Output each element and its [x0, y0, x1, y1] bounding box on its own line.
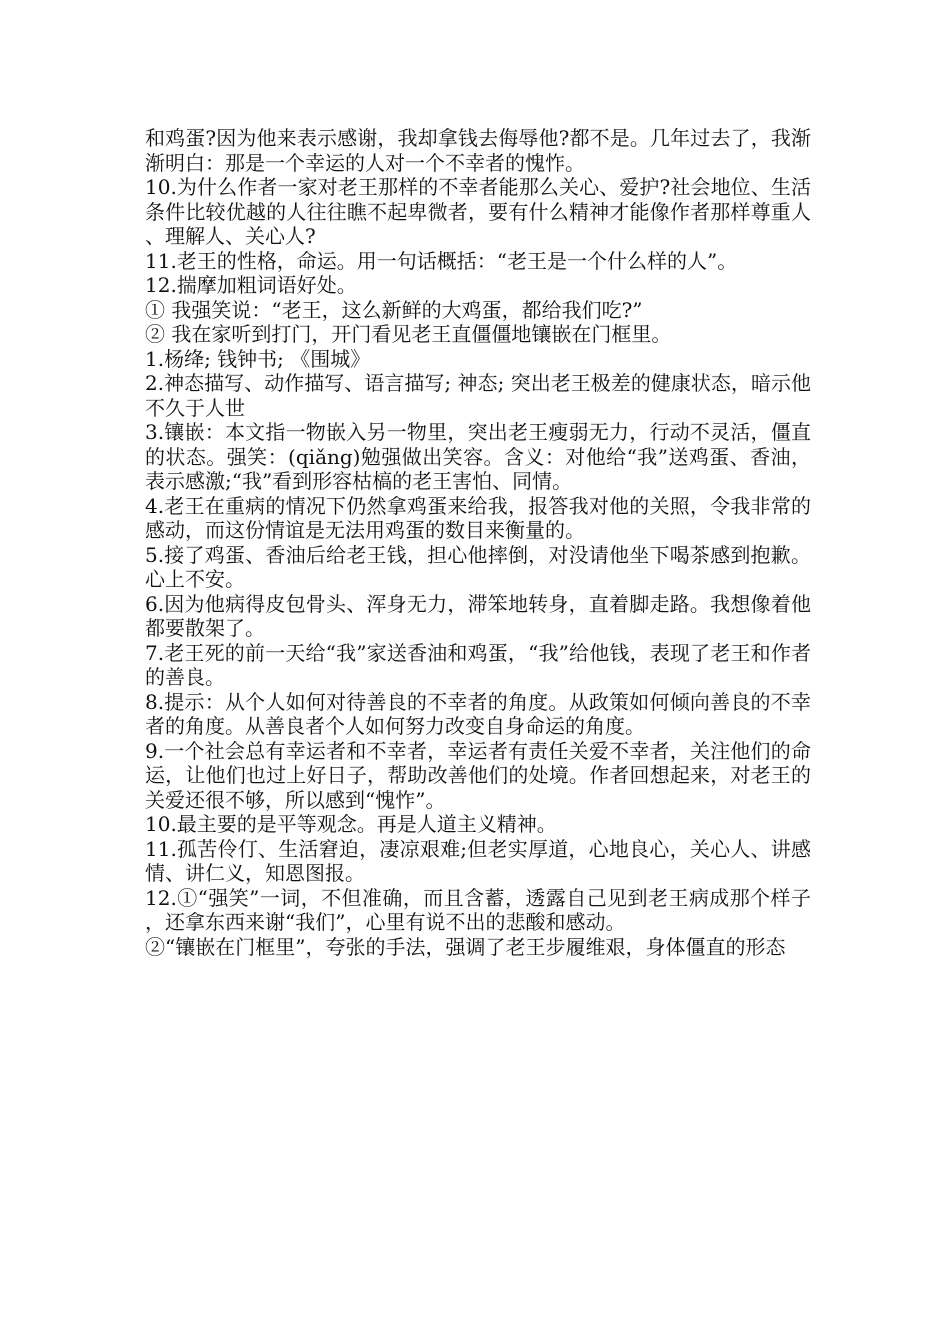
question-10: 10.为什么作者一家对老王那样的不幸者能那么关心、爱护?社会地位、生活条件比较优越的人往往瞧不起卑微者，要有什么精神才能像作者那样尊重人、理解人、关心人? [145, 175, 811, 248]
question-12-item-1: ① 我强笑说：“老王，这么新鲜的大鸡蛋，都给我们吃?” [145, 297, 643, 322]
answer-6: 6.因为他病得皮包骨头、浑身无力，滞笨地转身，直着脚走路。我想像着他都要散架了。 [145, 591, 811, 640]
question-12: 12.揣摩加粗词语好处。 [145, 273, 357, 297]
answer-10: 10.最主要的是平等观念。再是人道主义精神。 [145, 812, 557, 836]
answer-7: 7.老王死的前一天给“我”家送香油和鸡蛋，“我”给他钱，表现了老王和作者的善良。 [145, 640, 811, 689]
answer-12-item-1: 12.①“强笑”一词，不但准确，而且含蓄，透露自己见到老王病成那个样子，还拿东西来谢“我们”，心里有说不出的悲酸和感动。 [145, 885, 811, 934]
answer-3: 3.镶嵌：本文指一物嵌入另一物里，突出老王瘦弱无力，行动不灵活，僵直的状态。强笑：(qiǎng)勉强做出笑容。含义：对他给“我”送鸡蛋、香油，表示感激;“我”看到形容枯槁的老王害怕、同情。 [145, 420, 811, 493]
paragraph-continuation: 和鸡蛋?因为他来表示感谢，我却拿钱去侮辱他?都不是。几年过去了，我渐渐明白：那是一个幸运的人对一个不幸者的愧怍。 [145, 126, 811, 175]
answer-2: 2.神态描写、动作描写、语言描写; 神态; 突出老王极差的健康状态，暗示他不久于人世 [145, 371, 811, 420]
answer-5: 5.接了鸡蛋、香油后给老王钱，担心他摔倒，对没请他坐下喝茶感到抱歉。心上不安。 [145, 542, 811, 591]
answer-12-item-2: ②“镶嵌在门框里”，夸张的手法，强调了老王步履维艰，身体僵直的形态 [145, 934, 786, 959]
answer-11: 11.孤苦伶仃、生活窘迫，凄凉艰难;但老实厚道，心地良心，关心人、讲感情、讲仁义，知恩图报。 [145, 836, 811, 885]
document-body [145, 126, 811, 959]
question-11: 11.老王的性格，命运。用一句话概括：“老王是一个什么样的人”。 [145, 248, 738, 273]
answer-8: 8.提示：从个人如何对待善良的不幸者的角度。从政策如何倾向善良的不幸者的角度。从善良者个人如何努力改变自身命运的角度。 [145, 689, 811, 738]
answer-9: 9.一个社会总有幸运者和不幸者，幸运者有责任关爱不幸者，关注他们的命运，让他们也过上好日子，帮助改善他们的处境。作者回想起来，对老王的关爱还很不够，所以感到“愧怍”。 [145, 738, 811, 812]
question-12-item-2: ② 我在家听到打门，开门看见老王直僵僵地镶嵌在门框里。 [145, 322, 672, 346]
answer-4: 4.老王在重病的情况下仍然拿鸡蛋来给我，报答我对他的关照，令我非常的感动，而这份情谊是无法用鸡蛋的数目来衡量的。 [145, 493, 811, 542]
answer-1: 1.杨绛; 钱钟书; 《围城》 [145, 346, 371, 371]
